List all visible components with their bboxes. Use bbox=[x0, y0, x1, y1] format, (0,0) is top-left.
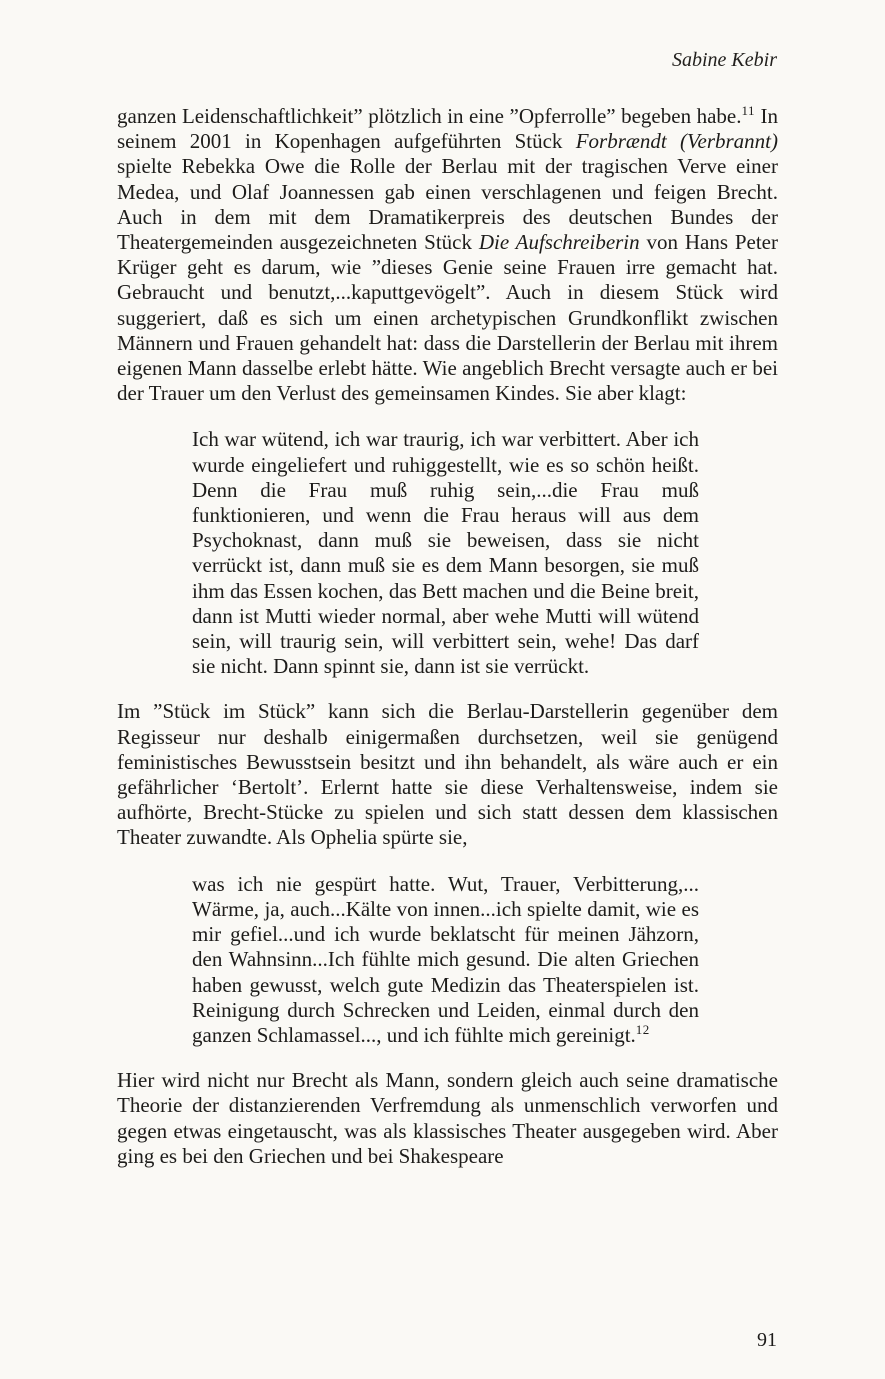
paragraph-3: Hier wird nicht nur Brecht als Mann, sondern gleich auch seine dramatische Theorie der distanzierenden Verfremdung als unmenschlich verworfen und gegen etwas eingetauscht, was als klassisches Theater ausgegeben wird. Aber ging es bei den Griechen und bei Shakespeare bbox=[117, 1068, 778, 1168]
paragraph-1-text-opening: ganzen Leidenschaftlichkeit” plötzlich in eine ”Opferrolle” begeben habe. bbox=[117, 104, 742, 128]
block-quote-2 bbox=[192, 872, 699, 1048]
text-column bbox=[117, 104, 778, 1169]
block-quote-2-text: was ich nie gespürt hatte. Wut, Trauer, Verbitterung,... Wärme, ja, auch...Kälte von innen...ich spielte damit, wie es mir gefiel...und ich wurde beklatscht für meinen Jähzorn, den Wahnsinn...Ich fühlte mich gesund. Die alten Griechen haben gewusst, welch gute Medizin das Theaterspielen ist. Reinigung durch Schrecken und Leiden, einmal durch den ganzen Schlamassel..., und ich fühlte mich gereinigt. bbox=[192, 871, 699, 1047]
footnote-ref-12: 12 bbox=[635, 1021, 650, 1037]
running-header: Sabine Kebir bbox=[672, 49, 777, 71]
page-number: 91 bbox=[757, 1329, 777, 1351]
paragraph-1-text-middle: spielte Rebekka Owe die Rolle der Berlau mit der tragischen Verve einer Medea, und Olaf Joannessen gab einen verschlagenen und feigen Brecht. Auch in dem mit dem Dramatikerpreis des deutschen Bundes der Theatergemeinden ausgezeichneten Stück bbox=[117, 154, 778, 255]
paragraph-2: Im ”Stück im Stück” kann sich die Berlau-Darstellerin gegenüber dem Regisseur nur deshalb einigermaßen durchsetzen, weil sie genügend feministisches Bewusstsein besitzt und ihn behandelt, als wäre auch er ein gefährlicher ‘Bertolt’. Erlernt hatte sie diese Verhaltensweise, indem sie aufhörte, Brecht-Stücke zu spielen und sich statt dessen dem klassischen Theater zuwandte. Als Ophelia spürte sie, bbox=[117, 699, 778, 850]
paragraph-1 bbox=[117, 104, 778, 406]
book-title-aufschreiberin: Die Aufschreiberin bbox=[478, 230, 640, 255]
footnote-ref-11: 11 bbox=[741, 103, 755, 118]
block-quote-1 bbox=[192, 427, 699, 679]
block-quote-1-text: Ich war wütend, ich war traurig, ich war verbittert. Aber ich wurde eingeliefert und ruhiggestellt, wie es so schön heißt. Denn die Frau muß ruhig sein,...die Frau muß funktionieren, und wenn die Frau heraus will aus dem Psychoknast, dann muß sie beweisen, dass sie nicht verrückt ist, dann muß sie es dem Mann besorgen, sie muß ihm das Essen kochen, das Bett machen und die Beine breit, dann ist Mutti wieder normal, aber wehe Mutti will wütend sein, will traurig sein, will verbittert sein, wehe! Das darf sie nicht. Dann spinnt sie, dann ist sie verrückt. bbox=[192, 427, 699, 679]
paragraph-1-text-after-footnote: In seinem 2001 in Kopenhagen aufgeführten Stück bbox=[117, 104, 778, 154]
book-title-forbraendt: Forbrændt bbox=[575, 129, 667, 154]
paragraph-1-text-closing: von Hans Peter Krüger geht es darum, wie ”dieses Genie seine Frauen irre gemacht hat. Gebraucht und benutzt,...kaputtgevögelt”. Auch in diesem Stück wird suggeriert, daß es sich um einen archetypischen Grundkonflikt zwischen Männern und Frauen gehandelt hat: dass die Darstellerin der Berlau mit ihrem eigenen Mann dasselbe erlebt hätte. Wie angeblich Brecht versagte auch er bei der Trauer um den Verlust des gemeinsamen Kindes. Sie aber klagt: bbox=[117, 230, 778, 406]
book-title-verbrannt: (Verbrannt) bbox=[666, 129, 778, 154]
